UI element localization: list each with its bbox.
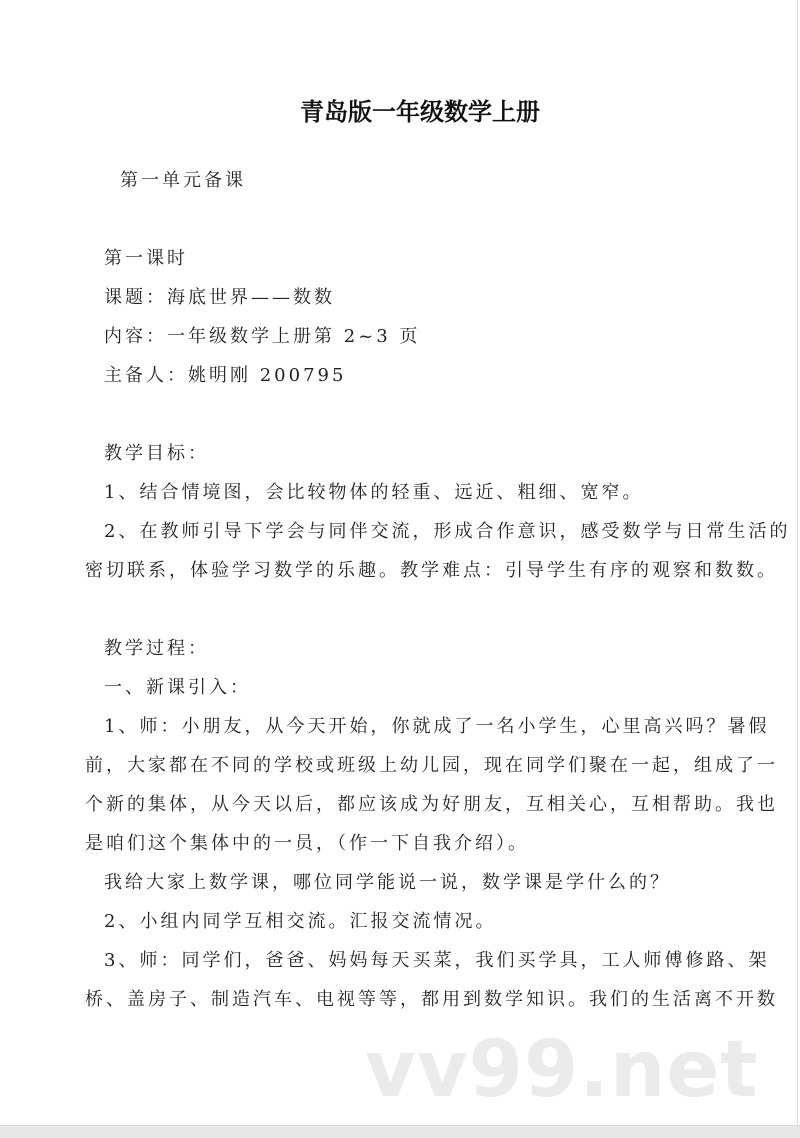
paragraph-line: 个新的集体，从今天以后，都应该成为好朋友，互相关心，互相帮助。我也 (85, 794, 778, 815)
paragraph-line: 1、师：小朋友，从今天开始，你就成了一名小学生，心里高兴吗？暑假 (104, 716, 770, 737)
paragraph-line: 是咱们这个集体中的一员，（作一下自我介绍）。 (85, 833, 529, 854)
paragraph-line: 我给大家上数学课，哪位同学能说一说，数学课是学什么的？ (104, 872, 671, 893)
section-heading: 一、新课引入： (104, 677, 251, 698)
document-title: 青岛版一年级数学上册 (300, 98, 540, 126)
lesson-preparer: 主备人：姚明刚 200795 (104, 365, 347, 386)
page-bottom-bar (0, 1125, 800, 1138)
objective-item: 1、结合情境图，会比较物体的轻重、远近、粗细、宽窄。 (104, 482, 644, 503)
process-heading: 教学过程： (104, 638, 209, 659)
paragraph-line: 3、师：同学们，爸爸、妈妈每天买菜，我们买学具，工人师傅修路、架 (104, 950, 770, 971)
paragraph-line: 2、小组内同学互相交流。汇报交流情况。 (104, 911, 497, 932)
lesson-topic: 课题：海底世界——数数 (104, 287, 335, 308)
paragraph-line: 桥、盖房子、制造汽车、电视等等，都用到数学知识。我们的生活离不开数 (85, 989, 778, 1010)
watermark: vv99.net (365, 1025, 759, 1115)
lesson-period: 第一课时 (104, 248, 188, 269)
objectives-heading: 教学目标： (104, 443, 209, 464)
unit-heading: 第一单元备课 (120, 170, 246, 191)
objective-item-continued: 密切联系，体验学习数学的乐趣。教学难点：引导学生有序的观察和数数。 (85, 560, 778, 581)
paragraph-line: 前，大家都在不同的学校或班级上幼儿园，现在同学们聚在一起，组成了一 (85, 755, 778, 776)
lesson-content: 内容：一年级数学上册第 2~3 页 (104, 326, 421, 347)
objective-item: 2、在教师引导下学会与同伴交流，形成合作意识，感受数学与日常生活的 (104, 521, 791, 542)
